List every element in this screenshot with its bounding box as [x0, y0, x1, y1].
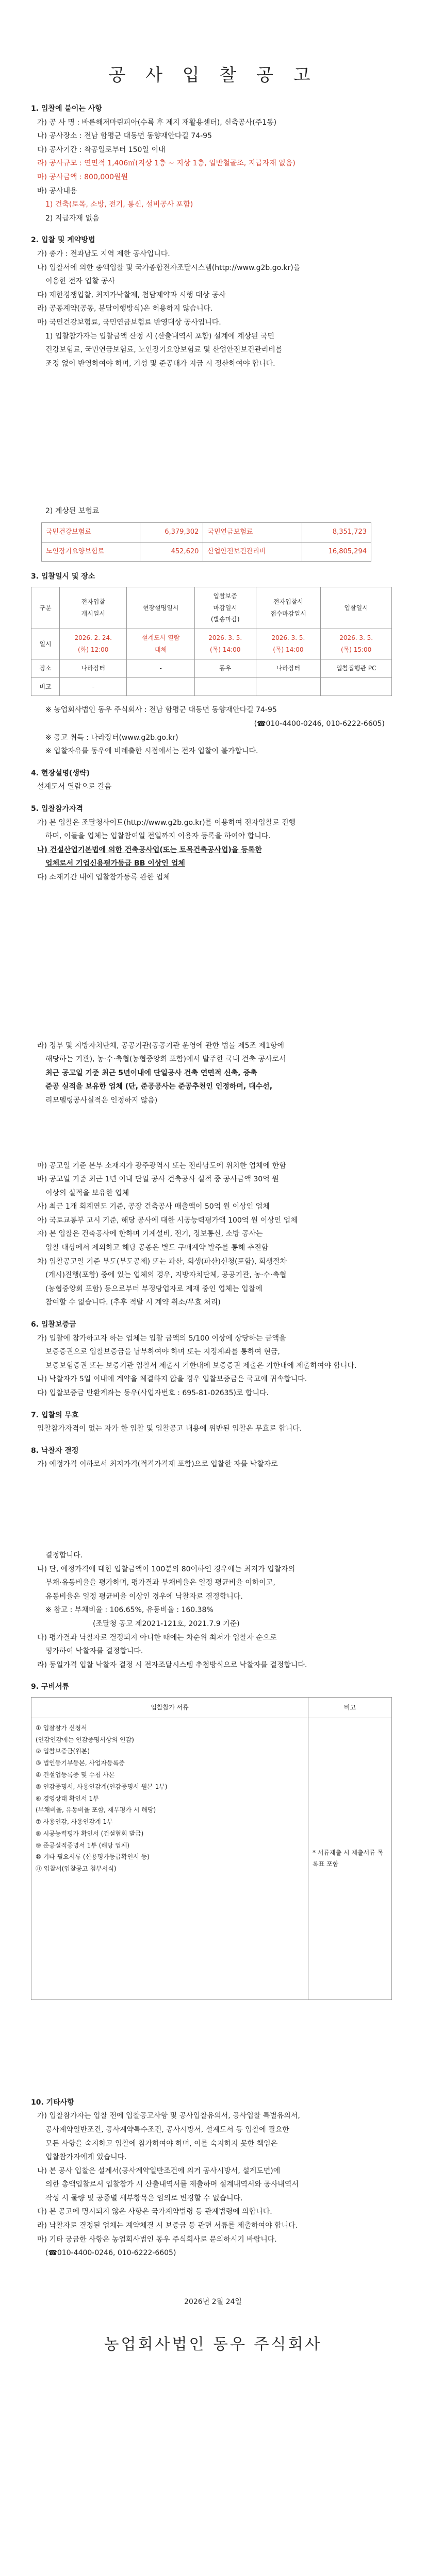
blank-area — [31, 370, 395, 504]
line: 업체로서 기업신용평가등급 BB 이상인 업체 — [45, 859, 185, 868]
table-cell: 6,379,302 — [140, 522, 203, 542]
table-cell: 2026. 3. 5. (목) 14:00 — [256, 629, 321, 659]
blank-area — [31, 885, 395, 1039]
line: 사) 최근 1개 회계연도 기준, 공장 건축공사 매출액이 50억 원 이상인 업체 — [37, 1202, 270, 1211]
line: 부채·유동비율을 평가하며, 평가결과 부채비율은 일정 평균비율 이하이고, — [45, 1579, 275, 1587]
insurance-table — [41, 522, 371, 562]
line: 준공 실적을 보유한 업체 (단, 준공공사는 준공추천인 인정하며, 대수선, — [45, 1082, 273, 1091]
line: 라) 공동계약(공동, 분담이행방식)은 허용하지 않습니다. — [37, 304, 213, 313]
line: 결정합니다. — [45, 1551, 83, 1560]
table-cell: 산업안전보건관리비 — [203, 542, 302, 562]
table-cell: 8,351,723 — [302, 522, 371, 542]
line: 가) 본 입찰은 조달청사이트(http://www.g2b.go.kr)를 이용하여 전자입찰로 진행 — [37, 818, 296, 827]
line: 다) 제한경쟁입찰, 최저가낙찰제, 첨담제약과 시행 대상 공사 — [37, 291, 226, 299]
table-row — [31, 677, 392, 696]
line: 작성 시 물량 및 공종별 세부항목은 임의로 변경할 수 없습니다. — [45, 2194, 243, 2202]
list-item: ④ 건설업등록증 및 수첩 사본 — [36, 1771, 115, 1778]
table-row — [31, 1697, 392, 1718]
line: ※ 참고 : 부채비율 : 106.65%, 유동비율 : 160.38% — [45, 1606, 214, 1615]
line: 입찰참가자에게 있습니다. — [45, 2153, 127, 2162]
line: 유동비율은 일정 평균비율 이상인 경우에 낙찰자로 결정합니다. — [45, 1592, 243, 1601]
line: 자) 본 입찰은 건축공사에 한하며 기계설비, 전기, 정보통신, 소방 공사는 — [37, 1230, 263, 1239]
line: 다) 본 공고에 명시되지 않은 사항은 국가계약법령 등 관계법령에 의합니다. — [37, 2208, 272, 2216]
line: 이용한 전자 입찰 공사 — [45, 277, 116, 286]
table-row — [42, 542, 371, 562]
line: 나) 단, 예정가격에 대한 입찰금액이 100분의 80이하인 경우에는 최저가 입찰자의 — [37, 1565, 296, 1573]
table-cell: 나라장터 — [60, 659, 127, 677]
line: 입찰 대상에서 제외하고 해당 공종은 별도 구매계약 발주를 통해 추진함 — [45, 1244, 269, 1252]
line: 이상의 실적을 보유한 업체 — [45, 1189, 129, 1197]
line: 라) 동일가격 입찰 낙찰자 결정 시 전자조달시스템 추첨방식으로 낙찰자를 결정합니다. — [37, 1660, 307, 1669]
line: 마) 기타 궁금한 사항은 농업회사법인 동우 주식회사로 문의하시기 바랍니다. — [37, 2235, 277, 2244]
section-6 — [31, 1318, 395, 1400]
table-row — [31, 1718, 392, 1999]
section-heading: 7. 입찰의 무효 — [31, 1411, 79, 1419]
remark-cell: * 서류제출 시 제출서류 목록표 포함 — [308, 1718, 392, 1999]
table-cell: 452,620 — [140, 542, 203, 562]
table-header: 현장설명일시 — [127, 587, 195, 629]
line: 1) 건축(토목, 소방, 전기, 통신, 설비공사 포함) — [45, 200, 193, 209]
line: 다) 공사기간 : 착공일로부터 150일 이내 — [37, 145, 166, 154]
table-cell: 입찰집행관 PC — [321, 659, 392, 677]
list-item: ⑥ 경영상태 확인서 1부 — [36, 1794, 99, 1802]
documents-list — [31, 1718, 308, 1999]
line: 라) 공사규모 : 연면적 1,406㎡(지상 1층 ~ 지상 1층, 일반철골조, 지급자재 없음) — [37, 159, 296, 168]
notice-page — [0, 61, 426, 2576]
line: 다) 평가결과 낙찰자로 결정되지 아니한 때에는 차순위 최저가 입찰자 순으로 — [37, 1633, 277, 1642]
line: 공사계약일반조건, 공사계약특수조건, 공사시방서, 설계도서 등 입찰에 필요한 — [45, 2125, 289, 2134]
line: 의한 총액입찰로서 입찰참가 시 산출내역서를 제출하며 설계내역서와 공사내역서 — [45, 2180, 299, 2189]
list-item: ⑨ 준공실적증명서 1부 (해당 업체) — [36, 1841, 130, 1849]
line: 아) 국토교통부 고시 기준, 해당 공사에 대한 시공능력평가액 100억 원 이상인 업체 — [37, 1216, 298, 1225]
line: 가) 입찰에 참가하고자 하는 업체는 입찰 금액의 5/100 이상에 상당하는 금액을 — [37, 1334, 286, 1343]
note: ※ 입찰자유를 동우에 비례출한 시점에서는 전자 입찰이 불가합니다. — [45, 747, 258, 756]
section-heading: 8. 낙찰자 결정 — [31, 1446, 79, 1455]
section-heading: 1. 입찰에 붙이는 사항 — [31, 105, 102, 113]
table-cell: 노인장기요양보험료 — [42, 542, 140, 562]
line: 1) 입찰참가자는 입찰금액 산정 시 (산출내역서 포함) 설계에 계상된 국민 — [45, 332, 275, 341]
section-2 — [31, 233, 395, 562]
line: 가) 예정가격 이하로서 최저가격(적격가격제 포함)으로 입찰한 자를 낙찰자로 — [37, 1460, 278, 1469]
section-4 — [31, 767, 395, 794]
line: 마) 공고일 기준 본부 소재지가 광주광역시 또는 전라남도에 위치한 업체에 한함 — [37, 1161, 286, 1170]
line: 평가하여 낙찰자를 결정합니다. — [45, 1647, 143, 1656]
notice-date: 2026년 2월 24일 — [184, 2297, 242, 2306]
list-item: ⑪ 입찰서(입찰공고 첨부서식) — [36, 1865, 117, 1873]
list-item: ⑤ 인감증명서, 사용인감계(인감증명서 원본 1부) — [36, 1783, 168, 1790]
table-header: 입찰일시 — [321, 587, 392, 629]
line: 라) 낙찰자로 결정된 업체는 계약체결 시 보증금 등 관련 서류를 제출하여야 합니다. — [37, 2222, 298, 2230]
section-9 — [31, 1680, 395, 2087]
line: 건강보험료, 국민연금보험료, 노인장기요양보험료 및 산업안전보건관리비를 — [45, 346, 283, 354]
line: (개시)진행(포함) 중에 있는 업체의 경우, 지방자치단체, 공공기관, 농·수·축협 — [45, 1271, 287, 1280]
note: ※ 공고 취득 : 나라장터(www.g2b.go.kr) — [45, 733, 178, 742]
section-heading: 9. 구비서류 — [31, 1683, 70, 1691]
line: 2) 계상된 보험료 — [45, 507, 100, 516]
company-name: 농업회사법인 동우 주식회사 — [104, 2335, 322, 2353]
list-item: ① 입찰참가 신청서 — [36, 1724, 87, 1732]
line: (농협중앙회 포함) 등으로부터 부정당업자로 제재 중인 업체는 입찰에 — [45, 1284, 263, 1293]
line: 가) 총가 : 전과남도 지역 제한 공사입니다. — [37, 249, 170, 258]
note: (☎010-4400-0246, 010-6222-6605) — [254, 720, 385, 728]
line: 바) 공고일 기준 최근 1년 이내 단일 공사 건축공사 실적 중 공사금액 30억 원 — [37, 1175, 279, 1184]
table-cell: 국민연금보험료 — [203, 522, 302, 542]
line: 차) 입찰공고일 기준 부도(부도공제) 또는 파산, 회생(파산)신청(포함), 회생절차 — [37, 1257, 287, 1266]
documents-table — [31, 1697, 392, 2000]
table-cell: 16,805,294 — [302, 542, 371, 562]
line: 입찰참가자격이 없는 자가 한 입찰 및 입찰공고 내용에 위반된 입찰은 무효로 합니다. — [37, 1425, 302, 1433]
table-cell: 동우 — [194, 659, 256, 677]
section-5-cont — [31, 1039, 395, 1310]
line: 나) 건설산업기본법에 의한 건축공사업(또는 토목건축공사업)을 등록한 — [37, 845, 262, 854]
table-row — [42, 522, 371, 542]
section-8 — [31, 1444, 395, 1672]
blank-area — [31, 2000, 395, 2088]
table-cell: 일시 — [31, 629, 60, 659]
line: 해당하는 기관), 농·수·축협(농협중앙회 포함)에서 발주한 국내 건축 공사로서 — [45, 1055, 286, 1064]
line: 모든 사항을 숙지하고 입찰에 참가하여야 하며, 이를 숙지하지 못한 책임은 — [45, 2139, 278, 2148]
table-cell: 2026. 2. 24. (화) 12:00 — [60, 629, 127, 659]
line: 조정 없이 반영하여야 하며, 기성 및 준공대가 지급 시 정산하여야 합니다. — [45, 359, 275, 368]
section-10 — [31, 2096, 395, 2260]
list-item: ⑦ 사용인감, 사용인감계 1부 — [36, 1818, 113, 1826]
section-heading: 10. 기타사항 — [31, 2098, 74, 2107]
line: 나) 본 공사 입찰은 설계서(공사계약일반조건에 의거 공사시방서, 설계도면)에 — [37, 2166, 281, 2175]
table-row — [31, 587, 392, 629]
section-1 — [31, 102, 395, 225]
schedule-table — [31, 587, 392, 697]
section-heading: 2. 입찰 및 계약방법 — [31, 236, 95, 245]
line: 보증보험증권 또는 보증기관 입찰서 제출시 기한내에 보증증권 제출은 기한내에 제출하여야 합니다. — [45, 1361, 357, 1370]
table-cell — [127, 677, 195, 696]
section-heading: 5. 입찰참가자격 — [31, 804, 84, 813]
table-header: 비고 — [308, 1697, 392, 1718]
line: 마) 국민건강보험료, 국민연금보험료 반영대상 공사입니다. — [37, 318, 221, 327]
line: (☎010-4400-0246, 010-6222-6605) — [45, 2249, 176, 2258]
list-item: ⑧ 시공능력평가 확인서 (건설협회 발급) — [36, 1829, 144, 1837]
list-item: (부채비율, 유동비율 포함, 재무평가 시 해당) — [36, 1806, 156, 1814]
table-cell: 설계도서 열람 대체 — [127, 629, 195, 659]
section-heading: 6. 입찰보증금 — [31, 1320, 76, 1329]
table-header: 입찰참가 서류 — [31, 1697, 308, 1718]
line: 마) 공사금액 : 800,000원원 — [37, 173, 128, 181]
line: 하며, 이들을 업체는 입찰참여일 전일까지 이용자 등록을 하여야 합니다. — [45, 832, 271, 841]
section-heading: 3. 입찰일시 및 장소 — [31, 572, 95, 581]
line: 보증증권으로 입찰보증금을 납부하여야 하며 또는 지정계좌를 통하여 현금, — [45, 1348, 280, 1357]
list-item: ② 입찰보증금(원본) — [36, 1748, 90, 1755]
list-item: (인감인감에는 인감증명서상의 인감) — [36, 1736, 134, 1743]
line: (조달청 공고 제2021-121호, 2021.7.9 기준) — [93, 1619, 240, 1628]
line: 가) 입찰참가자는 입찰 전에 입찰공고사항 및 공사입찰유의서, 공사입찰 특별유의서, — [37, 2112, 300, 2121]
table-cell: 비고 — [31, 677, 60, 696]
section-heading: 4. 현장설명(생략) — [31, 769, 90, 777]
section-3 — [31, 570, 395, 758]
table-cell: 2026. 3. 5. (목) 14:00 — [194, 629, 256, 659]
list-item: ⑩ 기타 필요서류 (신용평가등급확인서 등) — [36, 1853, 150, 1861]
list-item: ③ 법인등기부등본, 사업자등록증 — [36, 1759, 125, 1767]
line: 2) 지급자재 없음 — [45, 214, 100, 223]
line: 라) 정부 및 지방자치단체, 공공기관(공공기관 운영에 관한 법률 제5조 제1항에 — [37, 1041, 284, 1050]
table-header: 입찰보증 마감일시 (발송마감) — [194, 587, 256, 629]
table-cell — [321, 677, 392, 696]
table-row — [31, 659, 392, 677]
line: 다) 소재기간 내에 입찰참가등록 완한 업체 — [37, 873, 170, 882]
line: 설계도서 열람으로 갈음 — [37, 783, 112, 791]
table-header: 전자입찰 개시일시 — [60, 587, 127, 629]
line: 나) 공사장소 : 전남 함평군 대동면 동향재안다길 74-95 — [37, 132, 212, 141]
line: 리모델링공사실적은 인정하지 않음) — [45, 1096, 158, 1105]
table-cell: 국민건강보험료 — [42, 522, 140, 542]
line: 나) 낙찰자가 5일 이내에 계약을 체결하지 않을 경우 입찰보증금은 국고에 귀속합니다. — [37, 1375, 307, 1384]
table-row — [31, 629, 392, 659]
table-cell: - — [60, 677, 127, 696]
table-cell: 2026. 3. 5. (목) 15:00 — [321, 629, 392, 659]
blank-area — [31, 1108, 395, 1159]
table-cell: 나라장터 — [256, 659, 321, 677]
line: 최근 공고일 기준 최근 5년이내에 단일공사 건축 연면적 신축, 증축 — [45, 1069, 257, 1077]
table-cell — [256, 677, 321, 696]
line: 다) 입찰보증금 반환계좌는 동우(사업자번호 : 695-81-02635)로 합니다. — [37, 1389, 269, 1398]
table-header: 전자입찰서 접수마감일시 — [256, 587, 321, 629]
page-title: 공 사 입 찰 공 고 — [108, 65, 318, 86]
table-cell: - — [127, 659, 195, 677]
section-7 — [31, 1409, 395, 1436]
note: ※ 농업회사법인 동우 주식회사 : 전남 함평군 대동면 동향재안다길 74-95 — [45, 706, 277, 715]
section-5 — [31, 802, 395, 1039]
line: 나) 입찰서에 의한 총액입찰 및 국가종합전자조달시스템(http://www.g2b.go.kr)을 — [37, 263, 301, 272]
table-header: 구분 — [31, 587, 60, 629]
blank-area — [31, 1471, 395, 1549]
line: 가) 공 사 명 : 바른해저마린피아(수륙 후 제지 재활용센터), 신축공사(주1동) — [37, 118, 277, 127]
line: 참여할 수 없습니다. (추후 적발 시 계약 취소/무효 처리) — [45, 1298, 221, 1307]
table-cell: 장소 — [31, 659, 60, 677]
line: 바) 공사내용 — [37, 187, 77, 195]
table-cell — [194, 677, 256, 696]
